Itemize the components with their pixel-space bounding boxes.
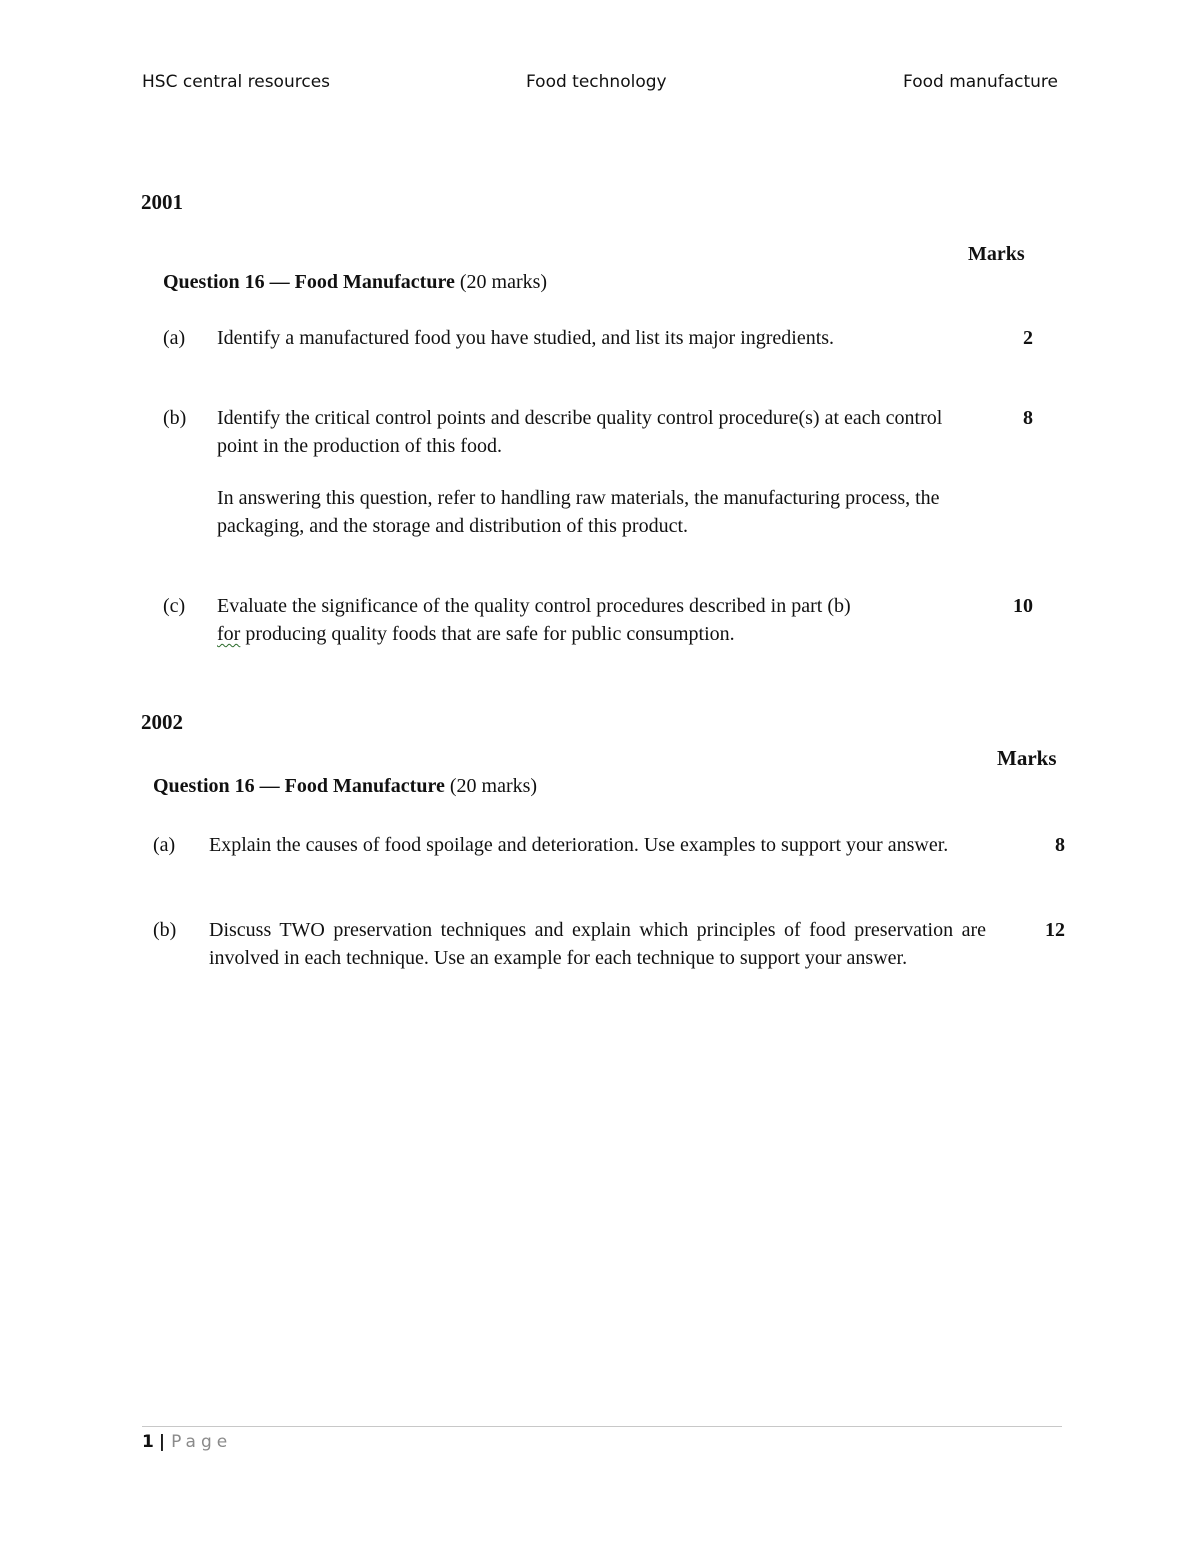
paragraph-line-1: Evaluate the significance of the quality control procedures described in part (b) <box>217 595 851 617</box>
part-text-2001-a <box>217 324 962 352</box>
question-title-bold: Question 16 — Food Manufacture <box>163 271 455 293</box>
part-label-2002-b: (b) <box>153 919 177 941</box>
paragraph-line-2 <box>217 620 977 648</box>
marks-heading-2002: Marks <box>997 746 1057 770</box>
paragraph: Discuss TWO preservation techniques and explain which principles of food preservation are involved in each technique. Use an example for each technique to support your answer. <box>209 919 986 969</box>
part-marks-2001-b: 8 <box>1023 407 1033 429</box>
page-number: 1 <box>142 1432 154 1452</box>
question-title-marks: (20 marks) <box>459 271 548 293</box>
header-right: Food manufacture <box>903 72 1058 92</box>
marks-heading-2001: Marks <box>968 243 1025 265</box>
part-label-2001-a: (a) <box>163 327 186 349</box>
paragraph: In answering this question, refer to handling raw materials, the manufacturing process, the packaging, and the storage and distribution of this product. <box>217 487 940 537</box>
part-text-2002-a <box>209 831 987 859</box>
year-heading-2001: 2001 <box>141 190 183 214</box>
part-marks-2002-a: 8 <box>1055 834 1065 856</box>
question-title-bold: Question 16 — Food Manufacture <box>153 775 445 797</box>
paragraph-line-2-rest: producing quality foods that are safe for public consumption. <box>240 623 735 645</box>
spellcheck-flagged-word: for <box>217 623 241 645</box>
header-center: Food technology <box>526 72 667 92</box>
part-marks-2001-c: 10 <box>1013 595 1033 617</box>
question-title-2001 <box>163 271 547 294</box>
year-heading-2002: 2002 <box>141 710 183 734</box>
question-title-marks: (20 marks) <box>449 775 538 797</box>
part-marks-2001-a: 2 <box>1023 327 1033 349</box>
footer-separator: | <box>158 1432 166 1452</box>
page-header <box>142 72 1058 96</box>
part-text-2002-b <box>209 916 986 972</box>
part-label-2001-c: (c) <box>163 595 186 617</box>
question-title-2002 <box>153 775 537 798</box>
footer-divider <box>142 1426 1062 1427</box>
paragraph: Identify the critical control points and describe quality control procedure(s) at each control point in the production of this food. <box>217 407 943 457</box>
part-marks-2002-b: 12 <box>1045 919 1065 941</box>
part-text-2001-c <box>217 592 977 648</box>
part-label-2001-b: (b) <box>163 407 187 429</box>
part-label-2002-a: (a) <box>153 834 176 856</box>
page-word: Page <box>171 1432 233 1452</box>
paragraph: Explain the causes of food spoilage and deterioration. Use examples to support your answer. <box>209 834 949 856</box>
header-left: HSC central resources <box>142 72 331 92</box>
part-text-2001-b <box>217 404 959 540</box>
paragraph: Identify a manufactured food you have studied, and list its major ingredients. <box>217 327 835 349</box>
page-footer <box>142 1432 232 1452</box>
